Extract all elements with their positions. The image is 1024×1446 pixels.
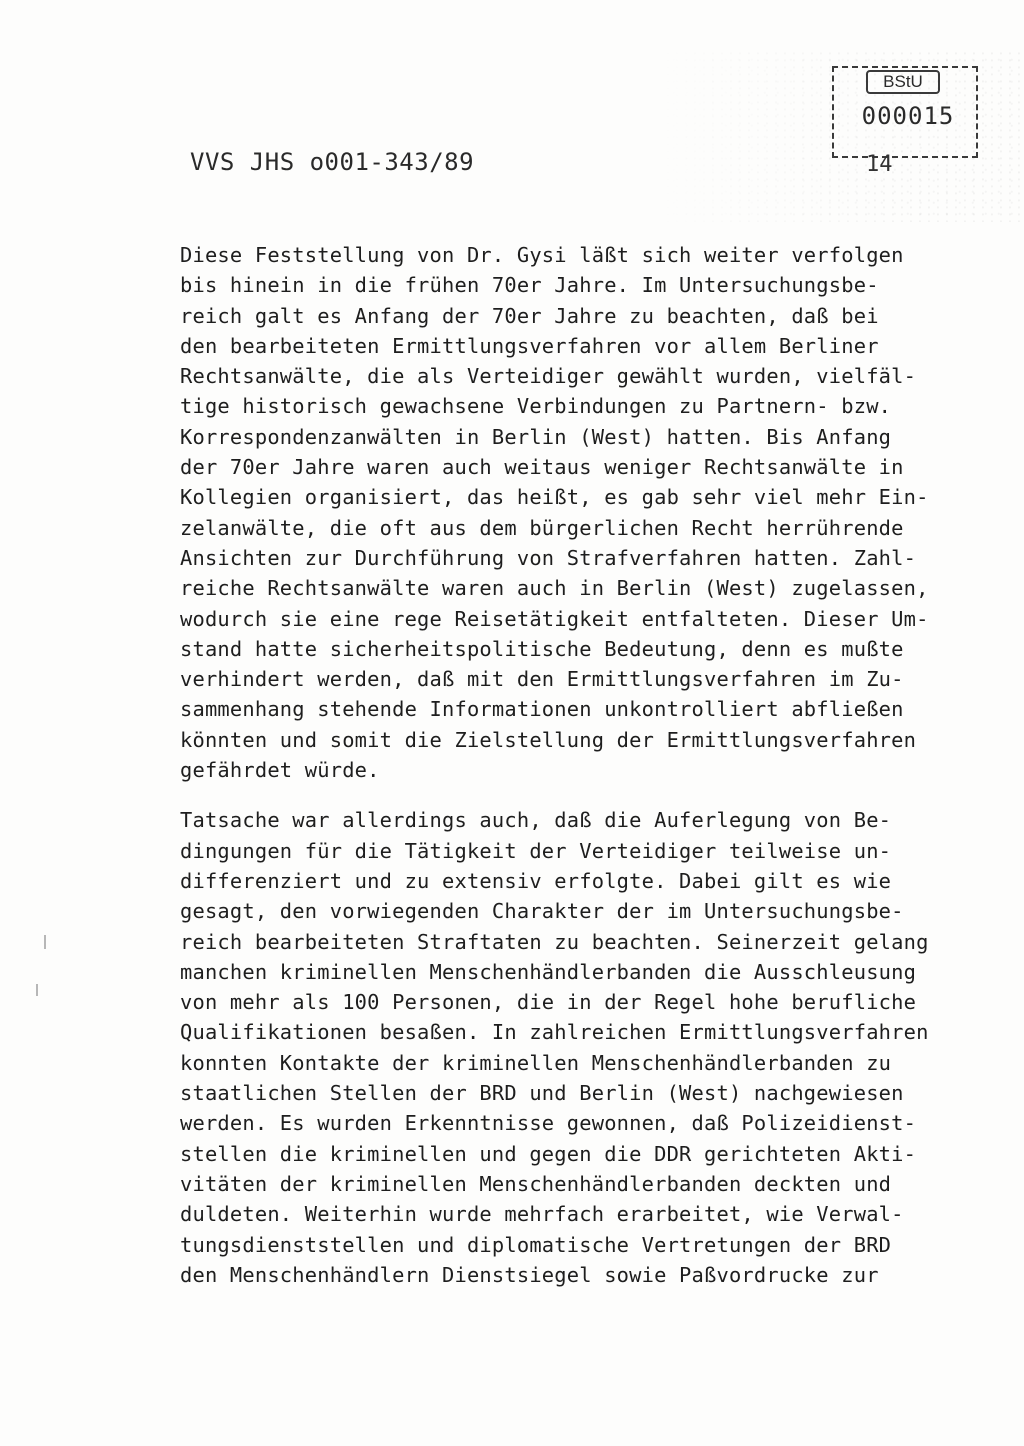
text-line: sammenhang stehende Informationen unkontrolliert abfließen [180, 697, 904, 722]
text-line: zelanwälte, die oft aus dem bürgerlichen Recht herrührende [180, 515, 904, 540]
text-line: den bearbeiteten Ermittlungsverfahren vor allem Berliner [180, 333, 879, 358]
text-line: manchen kriminellen Menschenhändlerbanden die Ausschleusung [180, 959, 917, 984]
text-line: Kollegien organisiert, das heißt, es gab sehr viel mehr Ein- [180, 485, 929, 510]
document-reference: VVS JHS o001-343/89 [190, 148, 475, 176]
archive-stamp-label: BStU [866, 70, 940, 94]
paragraph-2 [180, 805, 929, 1290]
archive-stamp-number: 000015 [861, 102, 955, 130]
paragraph-1 [180, 240, 929, 785]
margin-mark [44, 935, 46, 949]
text-line: von mehr als 100 Personen, die in der Regel hohe berufliche [180, 990, 917, 1015]
text-line: Qualifikationen besaßen. In zahlreichen Ermittlungsverfahren [180, 1020, 929, 1045]
text-line: gesagt, den vorwiegenden Charakter der im Untersuchungsbe- [180, 899, 904, 924]
text-line: Korrespondenzanwälten in Berlin (West) hatten. Bis Anfang [180, 424, 892, 449]
text-line: bis hinein in die frühen 70er Jahre. Im Untersuchungsbe- [180, 273, 879, 298]
text-line: konnten Kontakte der kriminellen Menschenhändlerbanden zu [180, 1050, 892, 1075]
text-line: Diese Feststellung von Dr. Gysi läßt sich weiter verfolgen [180, 243, 904, 267]
text-line: verhindert werden, daß mit den Ermittlungsverfahren im Zu- [180, 667, 904, 692]
text-line: dingungen für die Tätigkeit der Verteidiger teilweise un- [180, 838, 892, 863]
body-text [180, 240, 929, 1310]
text-line: duldeten. Weiterhin wurde mehrfach erarbeitet, wie Verwal- [180, 1202, 904, 1227]
text-line: tige historisch gewachsene Verbindungen zu Partnern- bzw. [180, 394, 892, 419]
text-line: werden. Es wurden Erkenntnisse gewonnen, daß Polizeidienst- [180, 1111, 917, 1136]
text-line: Tatsache war allerdings auch, daß die Auferlegung von Be- [180, 808, 892, 833]
page-number: 14 [866, 152, 893, 177]
text-line: gefährdet würde. [180, 758, 380, 783]
text-line: Rechtsanwälte, die als Verteidiger gewählt wurden, vielfäl- [180, 364, 917, 389]
text-line: tungsdienststellen und diplomatische Vertretungen der BRD [180, 1232, 892, 1257]
text-line: stand hatte sicherheitspolitische Bedeutung, denn es mußte [180, 636, 904, 661]
margin-mark [36, 984, 38, 996]
text-line: den Menschenhändlern Dienstsiegel sowie Paßvordrucke zur [180, 1262, 879, 1287]
text-line: reich bearbeiteten Straftaten zu beachten. Seinerzeit gelang [180, 929, 929, 954]
text-line: reich galt es Anfang der 70er Jahre zu beachten, daß bei [180, 303, 879, 328]
text-line: könnten und somit die Zielstellung der Ermittlungsverfahren [180, 727, 917, 752]
text-line: wodurch sie eine rege Reisetätigkeit entfalteten. Dieser Um- [180, 606, 929, 631]
text-line: differenziert und zu extensiv erfolgte. Dabei gilt es wie [180, 868, 892, 893]
text-line: Ansichten zur Durchführung von Strafverfahren hatten. Zahl- [180, 545, 917, 570]
text-line: stellen die kriminellen und gegen die DDR gerichteten Akti- [180, 1141, 917, 1166]
text-line: reiche Rechtsanwälte waren auch in Berlin (West) zugelassen, [180, 576, 929, 601]
text-line: vitäten der kriminellen Menschenhändlerbanden deckten und [180, 1171, 892, 1196]
text-line: der 70er Jahre waren auch weitaus weniger Rechtsanwälte in [180, 455, 904, 480]
text-line: staatlichen Stellen der BRD und Berlin (West) nachgewiesen [180, 1081, 904, 1106]
